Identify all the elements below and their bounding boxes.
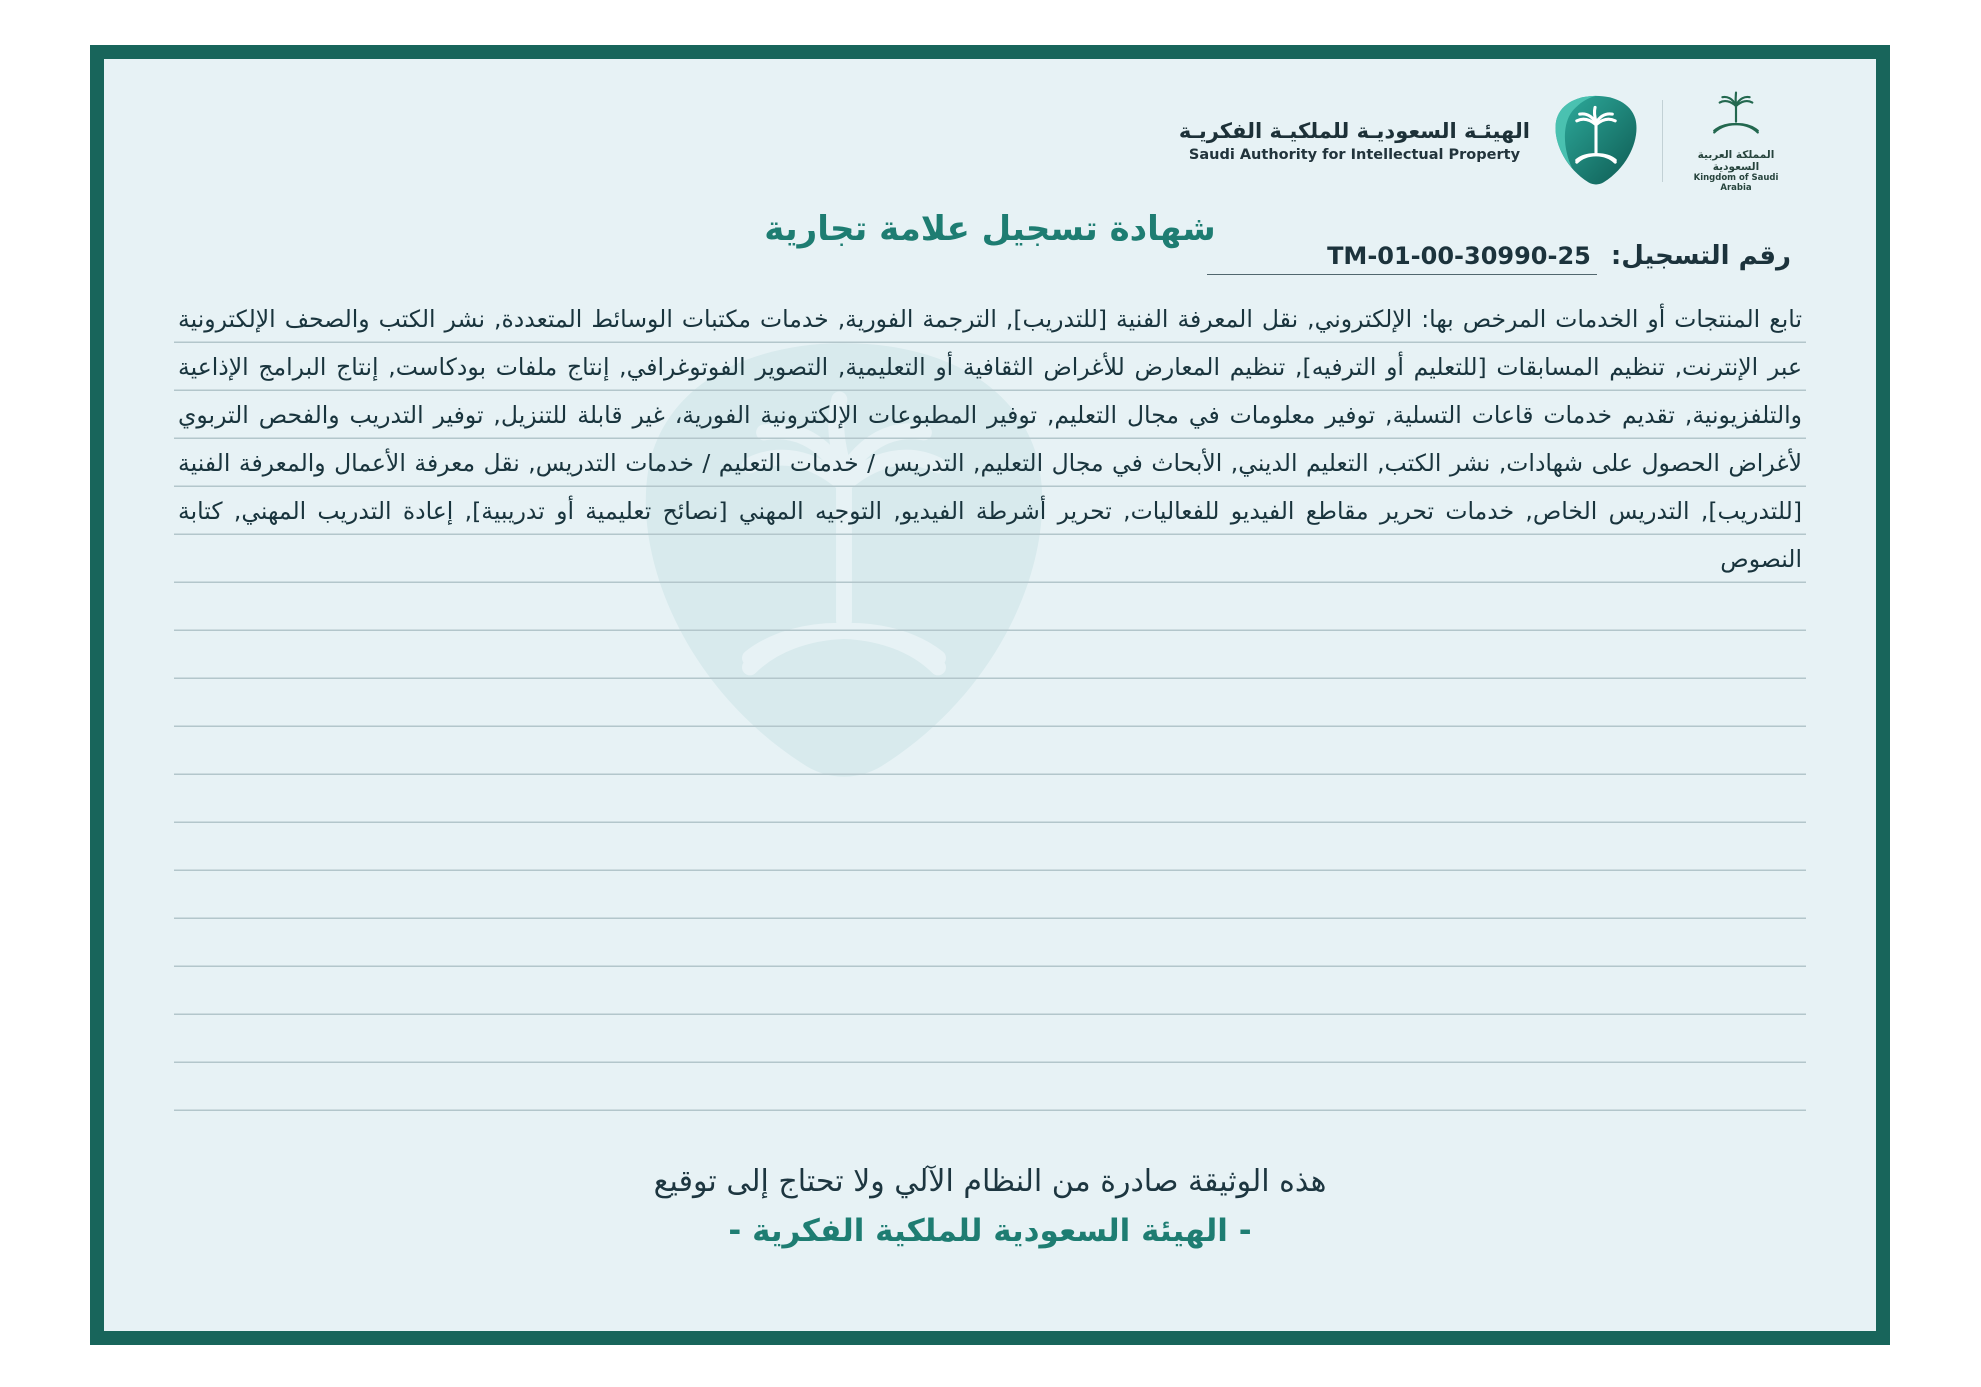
certificate-frame bbox=[90, 45, 1890, 1345]
goods-services-text bbox=[174, 295, 1806, 583]
certificate-title: شهادة تسجيل علامة تجارية bbox=[764, 209, 1216, 249]
registration-number-row bbox=[1207, 241, 1791, 275]
header-divider bbox=[1662, 100, 1663, 182]
saip-name-arabic: الهيئـة السعوديـة للملكيـة الفكريـة bbox=[1178, 119, 1530, 143]
ksa-name-english: Kingdom of Saudi Arabia bbox=[1693, 173, 1779, 193]
header bbox=[1179, 89, 1791, 193]
ksa-emblem-icon bbox=[1707, 89, 1765, 147]
footer bbox=[104, 1164, 1876, 1249]
saip-name-block bbox=[1179, 119, 1530, 163]
saip-name-english: Saudi Authority for Intellectual Property bbox=[1188, 147, 1521, 163]
auto-issued-notice: هذه الوثيقة صادرة من النظام الآلي ولا تحتاج إلى توقيع bbox=[653, 1164, 1327, 1199]
ksa-emblem-block bbox=[1681, 89, 1791, 193]
certificate-body bbox=[104, 59, 1876, 1331]
saip-logo-icon bbox=[1548, 93, 1644, 189]
goods-services-list: الإلكتروني, نقل المعرفة الفنية [للتدريب], الترجمة الفورية, خدمات مكتبات الوسائط المتعددة, نشر الكتب والصحف الإلكترونية عبر الإنترنت, تنظيم المسابقات [للتعليم أو الترفيه], تنظيم المعارض للأغراض الثقافية أو التعليمية, التصوير الفوتوغرافي, إنتاج ملفات بودكاست, إنتاج البرامج الإذاعية والتلفزيونية, تقديم خدمات قاعات التسلية, توفير معلومات في مجال التعليم, توفير المطبوعات الإلكترونية الفورية، غير قابلة للتنزيل, توفير التدريب والفحص التربوي لأغراض الحصول على شهادات, نشر الكتب, التعليم الديني, الأبحاث في مجال التعليم, التدريس / خدمات التعليم / خدمات التدريس, نقل معرفة الأعمال والمعرفة الفنية [للتدريب], التدريس الخاص, خدمات تحرير مقاطع الفيديو للفعاليات, تحرير أشرطة الفيديو, التوجيه المهني [نصائح تعليمية أو تدريبية], إعادة التدريب المهني, كتابة النصوص bbox=[178, 305, 1802, 573]
registration-number-value: TM-01-00-30990-25 bbox=[1207, 242, 1597, 275]
goods-services-label: تابع المنتجات أو الخدمات المرخص بها: bbox=[1421, 305, 1802, 333]
registration-number-label: رقم التسجيل: bbox=[1610, 241, 1791, 271]
ksa-name-arabic: المملكة العربية السعودية bbox=[1697, 149, 1775, 173]
issuing-authority: - الهيئة السعودية للملكية الفكرية - bbox=[728, 1213, 1252, 1249]
lined-area bbox=[174, 295, 1806, 1111]
